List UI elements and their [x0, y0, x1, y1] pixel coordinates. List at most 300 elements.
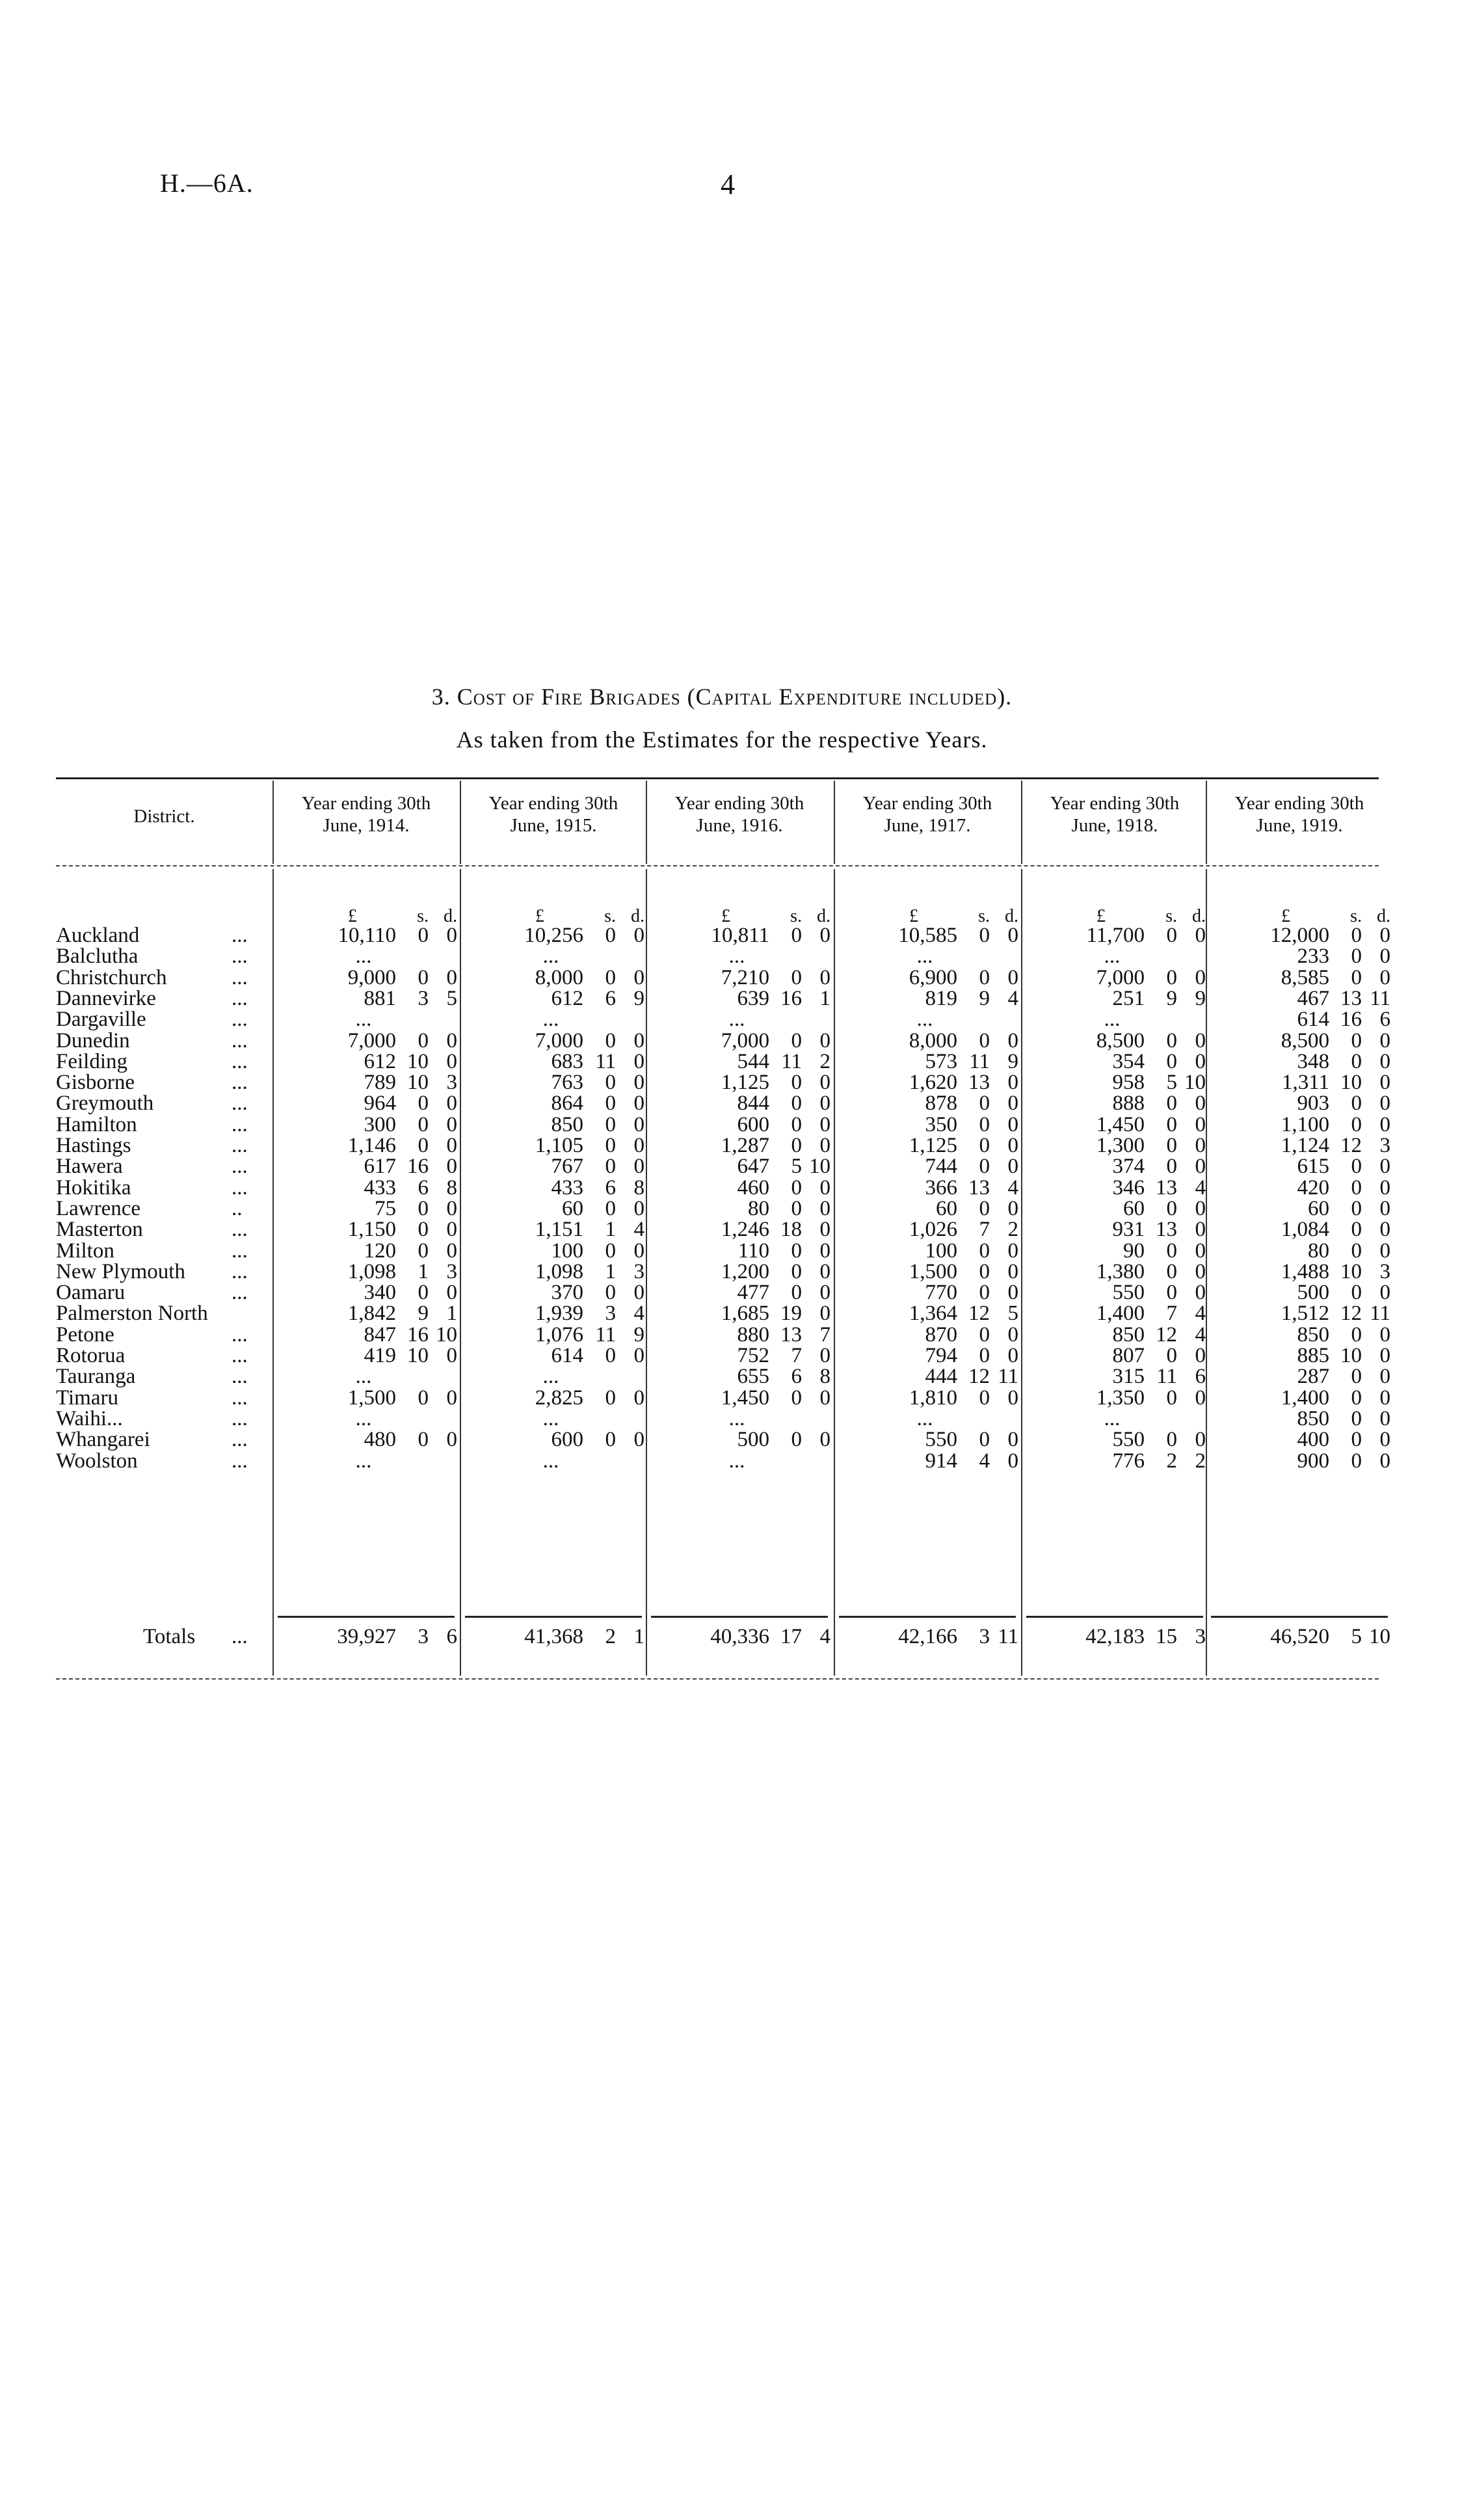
pence-value: 4 — [1007, 986, 1018, 1010]
shillings-value: 0 — [1351, 1406, 1362, 1430]
district-name — [56, 1051, 271, 1072]
pounds-value: 7,000 — [721, 1028, 769, 1052]
pounds-value: 614 — [551, 1344, 583, 1367]
pence-value: 0 — [1379, 1071, 1390, 1095]
amount-cell — [834, 1451, 1021, 1471]
shillings-value: 12 — [1340, 1134, 1362, 1157]
pounds-value: 110 — [738, 1239, 769, 1263]
shillings-value: 0 — [1166, 1259, 1177, 1283]
pounds-value: 1,450 — [1096, 1112, 1145, 1136]
pounds-value: 350 — [925, 1112, 957, 1136]
pounds-value: 90 — [1123, 1239, 1145, 1263]
table-row — [0, 1324, 1475, 1345]
shillings-value: 0 — [418, 924, 429, 947]
pence-value: 0 — [1379, 1344, 1390, 1367]
column-header-line2: June, 1919. — [1256, 815, 1343, 836]
shillings-value: 0 — [791, 1281, 802, 1305]
table-row — [0, 1282, 1475, 1303]
shillings-value: 0 — [605, 965, 616, 989]
shillings-value: 0 — [605, 1028, 616, 1052]
nil-marker: ... — [542, 1406, 559, 1430]
amount-cell — [834, 1429, 1021, 1450]
pounds-value: 6,900 — [909, 965, 957, 989]
leader-dots: ... — [232, 1049, 248, 1073]
leader-dots: ... — [232, 986, 248, 1010]
amount-cell — [272, 1009, 460, 1030]
leader-dots: ... — [232, 1218, 248, 1242]
amount-cell — [460, 925, 647, 946]
amount-cell — [1206, 1135, 1393, 1156]
pence-value: 0 — [446, 1386, 457, 1410]
pence-value: 0 — [1007, 924, 1018, 947]
pence-value: 4 — [1007, 1175, 1018, 1200]
amount-cell — [460, 1198, 647, 1219]
shillings-unit: s. — [790, 906, 802, 926]
leader-dots: .. — [232, 1196, 243, 1220]
pounds-value: 460 — [737, 1175, 769, 1200]
amount-cell — [646, 1451, 833, 1471]
shillings-value: 7 — [1166, 1302, 1177, 1326]
pence-unit: d. — [1377, 906, 1390, 926]
leader-dots: ... — [232, 1281, 248, 1305]
shillings-value: 0 — [1166, 965, 1177, 989]
pounds-value: 878 — [925, 1092, 957, 1116]
pounds-value: 847 — [364, 1322, 396, 1347]
amount-cell — [460, 1261, 647, 1282]
amount-cell — [460, 1240, 647, 1261]
district-name — [56, 1429, 271, 1450]
amount-cell — [646, 1240, 833, 1261]
pounds-value: 958 — [1112, 1071, 1145, 1095]
pounds-value: 10,256 — [524, 924, 583, 947]
shillings-value: 0 — [418, 1239, 429, 1263]
shillings-value: 0 — [605, 1386, 616, 1410]
pounds-value: 614 — [1297, 1008, 1329, 1032]
pence-value: 0 — [819, 1259, 831, 1283]
pence-value: 0 — [819, 1302, 831, 1326]
pence-value: 0 — [1195, 924, 1206, 947]
pence-value: 0 — [819, 1134, 831, 1157]
pounds-value: 40,336 — [710, 1625, 769, 1648]
pence-value: 0 — [1195, 965, 1206, 989]
amount-cell — [1206, 1093, 1393, 1114]
amount-cell — [1206, 988, 1393, 1009]
table-row — [0, 1240, 1475, 1261]
shillings-value: 0 — [1166, 1134, 1177, 1157]
amount-cell — [272, 1093, 460, 1114]
leader-dots: ... — [232, 1322, 248, 1347]
pounds-value: 75 — [375, 1196, 396, 1220]
pounds-value: 8,000 — [909, 1028, 957, 1052]
pence-value: 0 — [819, 1092, 831, 1116]
shillings-value: 11 — [969, 1049, 990, 1073]
amount-cell — [460, 1366, 647, 1387]
shillings-value: 0 — [418, 1281, 429, 1305]
amount-cell — [1021, 1051, 1208, 1072]
amount-cell — [272, 946, 460, 967]
nil-marker: ... — [728, 1406, 745, 1430]
pence-value: 0 — [1379, 965, 1390, 989]
shillings-value: 0 — [418, 1112, 429, 1136]
pence-value: 0 — [1007, 1112, 1018, 1136]
pence-value: 3 — [633, 1259, 644, 1283]
year-column-header — [272, 792, 460, 837]
district-label: Hastings — [56, 1134, 131, 1157]
pence-value: 0 — [1195, 1386, 1206, 1410]
shillings-value: 0 — [418, 1092, 429, 1116]
amount-cell — [646, 1030, 833, 1051]
pounds-value: 964 — [364, 1092, 396, 1116]
district-label: Hokitika — [56, 1175, 131, 1200]
district-label: Masterton — [56, 1218, 143, 1242]
pence-value: 0 — [633, 1134, 644, 1157]
nil-marker: ... — [355, 1008, 372, 1032]
pounds-unit: £ — [721, 906, 730, 926]
amount-cell — [272, 1282, 460, 1303]
column-header-line2: June, 1916. — [696, 815, 783, 836]
pounds-value: 914 — [925, 1449, 957, 1473]
pence-value: 0 — [446, 1155, 457, 1179]
amount-cell — [272, 1114, 460, 1135]
amount-cell — [646, 1135, 833, 1156]
pounds-value: 647 — [737, 1155, 769, 1179]
amount-cell — [1206, 1387, 1393, 1408]
pounds-value: 400 — [1297, 1428, 1329, 1452]
nil-marker: ... — [728, 1449, 745, 1473]
shillings-value: 12 — [1156, 1322, 1177, 1347]
shillings-value: 0 — [1351, 1428, 1362, 1452]
pence-value: 0 — [1195, 1259, 1206, 1283]
pence-value: 0 — [1007, 965, 1018, 989]
pounds-value: 1,125 — [909, 1134, 957, 1157]
pounds-value: 8,000 — [535, 965, 583, 989]
shillings-value: 0 — [605, 1239, 616, 1263]
amount-cell — [646, 925, 833, 946]
district-label: Balclutha — [56, 945, 139, 969]
amount-cell — [646, 1303, 833, 1324]
amount-cell — [834, 1009, 1021, 1030]
shillings-value: 0 — [979, 1239, 990, 1263]
pounds-value: 10,811 — [711, 924, 769, 947]
pence-value: 0 — [1195, 1028, 1206, 1052]
pounds-value: 60 — [562, 1196, 583, 1220]
pounds-value: 1,620 — [909, 1071, 957, 1095]
table-row — [0, 988, 1475, 1009]
pence-value: 0 — [1007, 1449, 1018, 1473]
amount-cell — [834, 1198, 1021, 1219]
shillings-value: 0 — [418, 1028, 429, 1052]
table-row — [0, 1219, 1475, 1240]
amount-cell — [1021, 967, 1208, 988]
shillings-value: 0 — [979, 1386, 990, 1410]
pence-value: 10 — [436, 1322, 457, 1347]
pounds-unit: £ — [535, 906, 544, 926]
amount-cell — [1206, 1324, 1393, 1345]
document-code: H.—6A. — [160, 168, 254, 198]
pence-value: 0 — [1195, 1239, 1206, 1263]
shillings-value: 6 — [605, 986, 616, 1010]
amount-cell — [272, 1387, 460, 1408]
amount-cell — [646, 1324, 833, 1345]
amount-cell — [646, 1429, 833, 1450]
pounds-value: 1,076 — [535, 1322, 583, 1347]
amount-cell — [1021, 946, 1208, 967]
shillings-value: 5 — [1166, 1071, 1177, 1095]
shillings-value: 0 — [791, 965, 802, 989]
pounds-value: 615 — [1297, 1155, 1329, 1179]
leader-dots: ... — [232, 1365, 248, 1389]
shillings-value: 0 — [1166, 1196, 1177, 1220]
shillings-value: 0 — [791, 1239, 802, 1263]
pounds-value: 315 — [1112, 1365, 1145, 1389]
shillings-value: 0 — [1351, 1196, 1362, 1220]
pounds-value: 850 — [1112, 1322, 1145, 1347]
amount-cell — [460, 1114, 647, 1135]
pounds-value: 1,400 — [1096, 1302, 1145, 1326]
shillings-value: 0 — [979, 1134, 990, 1157]
pence-value: 0 — [633, 1112, 644, 1136]
shillings-value: 1 — [418, 1259, 429, 1283]
pounds-value: 600 — [551, 1428, 583, 1452]
column-header-line2: June, 1914. — [323, 815, 410, 836]
amount-cell — [834, 1114, 1021, 1135]
table-title-text: Cost of Fire Brigades (Capital Expenditure included). — [457, 684, 1013, 710]
amount-cell — [834, 1051, 1021, 1072]
amount-cell — [834, 1177, 1021, 1198]
pence-value: 3 — [1379, 1259, 1390, 1283]
shillings-value: 0 — [979, 1259, 990, 1283]
pounds-value: 1,500 — [909, 1259, 957, 1283]
amount-cell — [1021, 1408, 1208, 1429]
shillings-value: 12 — [968, 1302, 990, 1326]
shillings-value: 4 — [979, 1449, 990, 1473]
amount-cell — [646, 1198, 833, 1219]
pence-value: 6 — [1195, 1365, 1206, 1389]
district-label: Hawera — [56, 1155, 123, 1179]
district-name — [56, 1261, 271, 1282]
pounds-value: 1,150 — [347, 1218, 396, 1242]
shillings-value: 0 — [1166, 1112, 1177, 1136]
amount-cell — [834, 1345, 1021, 1366]
amount-cell — [646, 946, 833, 967]
pounds-value: 41,368 — [524, 1625, 583, 1648]
table-row — [0, 1177, 1475, 1198]
shillings-value: 0 — [605, 1344, 616, 1367]
pence-value: 3 — [446, 1071, 457, 1095]
pounds-value: 2,825 — [535, 1386, 583, 1410]
amount-cell — [834, 1303, 1021, 1324]
pence-value: 0 — [1379, 1049, 1390, 1073]
pounds-value: 346 — [1112, 1175, 1145, 1200]
district-label: Petone — [56, 1322, 114, 1347]
shillings-value: 0 — [1351, 1092, 1362, 1116]
pounds-value: 1,125 — [721, 1071, 769, 1095]
pounds-value: 612 — [551, 986, 583, 1010]
leader-dots: ... — [232, 1344, 248, 1367]
amount-cell — [460, 1009, 647, 1030]
amount-cell — [272, 1198, 460, 1219]
nil-marker: ... — [916, 1406, 933, 1430]
pence-value: 0 — [1379, 945, 1390, 969]
pounds-value: 1,200 — [721, 1259, 769, 1283]
district-label: Lawrence — [56, 1196, 141, 1220]
pence-value: 0 — [819, 1218, 831, 1242]
amount-cell — [272, 1366, 460, 1387]
pence-value: 0 — [1007, 1281, 1018, 1305]
shillings-value: 0 — [1166, 1049, 1177, 1073]
shillings-value: 0 — [605, 1112, 616, 1136]
shillings-value: 13 — [1156, 1218, 1177, 1242]
pence-value: 2 — [1007, 1218, 1018, 1242]
pounds-value: 1,685 — [721, 1302, 769, 1326]
shillings-value: 11 — [595, 1049, 616, 1073]
amount-cell — [646, 1408, 833, 1429]
pounds-value: 12,000 — [1270, 924, 1329, 947]
totals-rule — [651, 1616, 828, 1618]
pence-value: 0 — [633, 1239, 644, 1263]
shillings-value: 0 — [1351, 965, 1362, 989]
shillings-value: 10 — [407, 1344, 429, 1367]
shillings-value: 0 — [791, 1092, 802, 1116]
shillings-value: 0 — [979, 1092, 990, 1116]
shillings-value: 10 — [1340, 1344, 1362, 1367]
column-header-line1: Year ending 30th — [1050, 793, 1180, 814]
pounds-value: 1,364 — [909, 1302, 957, 1326]
amount-cell — [646, 1009, 833, 1030]
leader-dots: ... — [232, 1155, 248, 1179]
pence-value: 0 — [633, 1196, 644, 1220]
table-top-rule — [56, 777, 1379, 779]
pounds-value: 1,287 — [721, 1134, 769, 1157]
pounds-value: 1,026 — [909, 1218, 957, 1242]
amount-cell — [646, 1177, 833, 1198]
amount-cell — [1021, 1030, 1208, 1051]
district-name — [56, 946, 271, 967]
district-name — [56, 988, 271, 1009]
district-name — [56, 1072, 271, 1093]
pounds-value: 39,927 — [337, 1625, 396, 1648]
pounds-value: 500 — [1297, 1281, 1329, 1305]
district-label: Rotorua — [56, 1344, 126, 1367]
amount-cell — [1021, 1072, 1208, 1093]
nil-marker: ... — [542, 1365, 559, 1389]
amount-cell — [272, 1156, 460, 1177]
leader-dots: ... — [232, 945, 248, 969]
leader-dots: ... — [232, 1112, 248, 1136]
amount-cell — [1206, 1009, 1393, 1030]
pence-value: 4 — [633, 1218, 644, 1242]
shillings-value: 19 — [780, 1302, 802, 1326]
shillings-value: 0 — [1166, 1155, 1177, 1179]
pounds-value: 931 — [1112, 1218, 1145, 1242]
pounds-value: 42,166 — [898, 1625, 957, 1648]
shillings-value: 0 — [1351, 1386, 1362, 1410]
pence-value: 0 — [1379, 1092, 1390, 1116]
pence-unit: d. — [817, 906, 831, 926]
district-name — [56, 1240, 271, 1261]
column-header-line1: Year ending 30th — [488, 793, 618, 814]
amount-cell — [272, 1240, 460, 1261]
shillings-value: 10 — [407, 1049, 429, 1073]
amount-cell — [646, 1114, 833, 1135]
column-header-line1: Year ending 30th — [674, 793, 804, 814]
pence-value: 0 — [1379, 1449, 1390, 1473]
pence-value: 0 — [1379, 1365, 1390, 1389]
pence-value: 0 — [819, 1344, 831, 1367]
shillings-value: 0 — [791, 1386, 802, 1410]
shillings-value: 0 — [1166, 1092, 1177, 1116]
shillings-value: 0 — [791, 1112, 802, 1136]
shillings-value: 0 — [605, 1092, 616, 1116]
pounds-value: 1,488 — [1281, 1259, 1329, 1283]
shillings-value: 16 — [407, 1155, 429, 1179]
amount-cell — [1021, 1198, 1208, 1219]
pounds-value: 10,585 — [898, 924, 957, 947]
pence-value: 0 — [819, 1196, 831, 1220]
shillings-unit: s. — [417, 906, 429, 926]
pence-unit: d. — [444, 906, 457, 926]
pence-value: 10 — [1184, 1071, 1206, 1095]
year-column-header — [646, 792, 833, 837]
amount-cell — [272, 1303, 460, 1324]
pounds-value: 789 — [364, 1071, 396, 1095]
table-row — [0, 1408, 1475, 1429]
pence-value: 7 — [819, 1322, 831, 1347]
amount-cell — [1206, 1219, 1393, 1240]
amount-cell — [646, 1072, 833, 1093]
district-name — [56, 1303, 271, 1324]
pence-value: 10 — [809, 1155, 831, 1179]
shillings-value: 3 — [979, 1625, 990, 1648]
leader-dots: ... — [232, 1028, 248, 1052]
shillings-value: 0 — [791, 1175, 802, 1200]
pence-value: 9 — [1007, 1049, 1018, 1073]
amount-cell — [1021, 1177, 1208, 1198]
amount-cell — [646, 1051, 833, 1072]
shillings-value: 0 — [979, 965, 990, 989]
pence-value: 0 — [633, 1155, 644, 1179]
amount-cell — [272, 1626, 460, 1647]
district-label: Dunedin — [56, 1028, 130, 1052]
pence-value: 0 — [633, 1092, 644, 1116]
column-header-line1: Year ending 30th — [862, 793, 992, 814]
pounds-value: 366 — [925, 1175, 957, 1200]
column-header-line2: June, 1917. — [884, 815, 971, 836]
shillings-value: 0 — [418, 1196, 429, 1220]
amount-cell — [646, 1387, 833, 1408]
pence-value: 0 — [819, 1239, 831, 1263]
table-row — [0, 1451, 1475, 1471]
nil-marker: ... — [728, 945, 745, 969]
district-label: Gisborne — [56, 1071, 135, 1095]
nil-marker: ... — [355, 1406, 372, 1430]
amount-cell — [834, 967, 1021, 988]
pounds-value: 60 — [1308, 1196, 1329, 1220]
column-header-line1: Year ending 30th — [1234, 793, 1364, 814]
amount-cell — [646, 1626, 833, 1647]
district-label: Whangarei — [56, 1428, 150, 1452]
district-name — [56, 1282, 271, 1303]
table-row — [0, 946, 1475, 967]
amount-cell — [646, 1366, 833, 1387]
pence-value: 0 — [633, 1028, 644, 1052]
district-name — [56, 1366, 271, 1387]
column-header-line2: June, 1918. — [1071, 815, 1158, 836]
pence-value: 0 — [446, 965, 457, 989]
amount-cell — [646, 1219, 833, 1240]
table-bottom-rule — [56, 1678, 1379, 1680]
pounds-value: 348 — [1297, 1049, 1329, 1073]
